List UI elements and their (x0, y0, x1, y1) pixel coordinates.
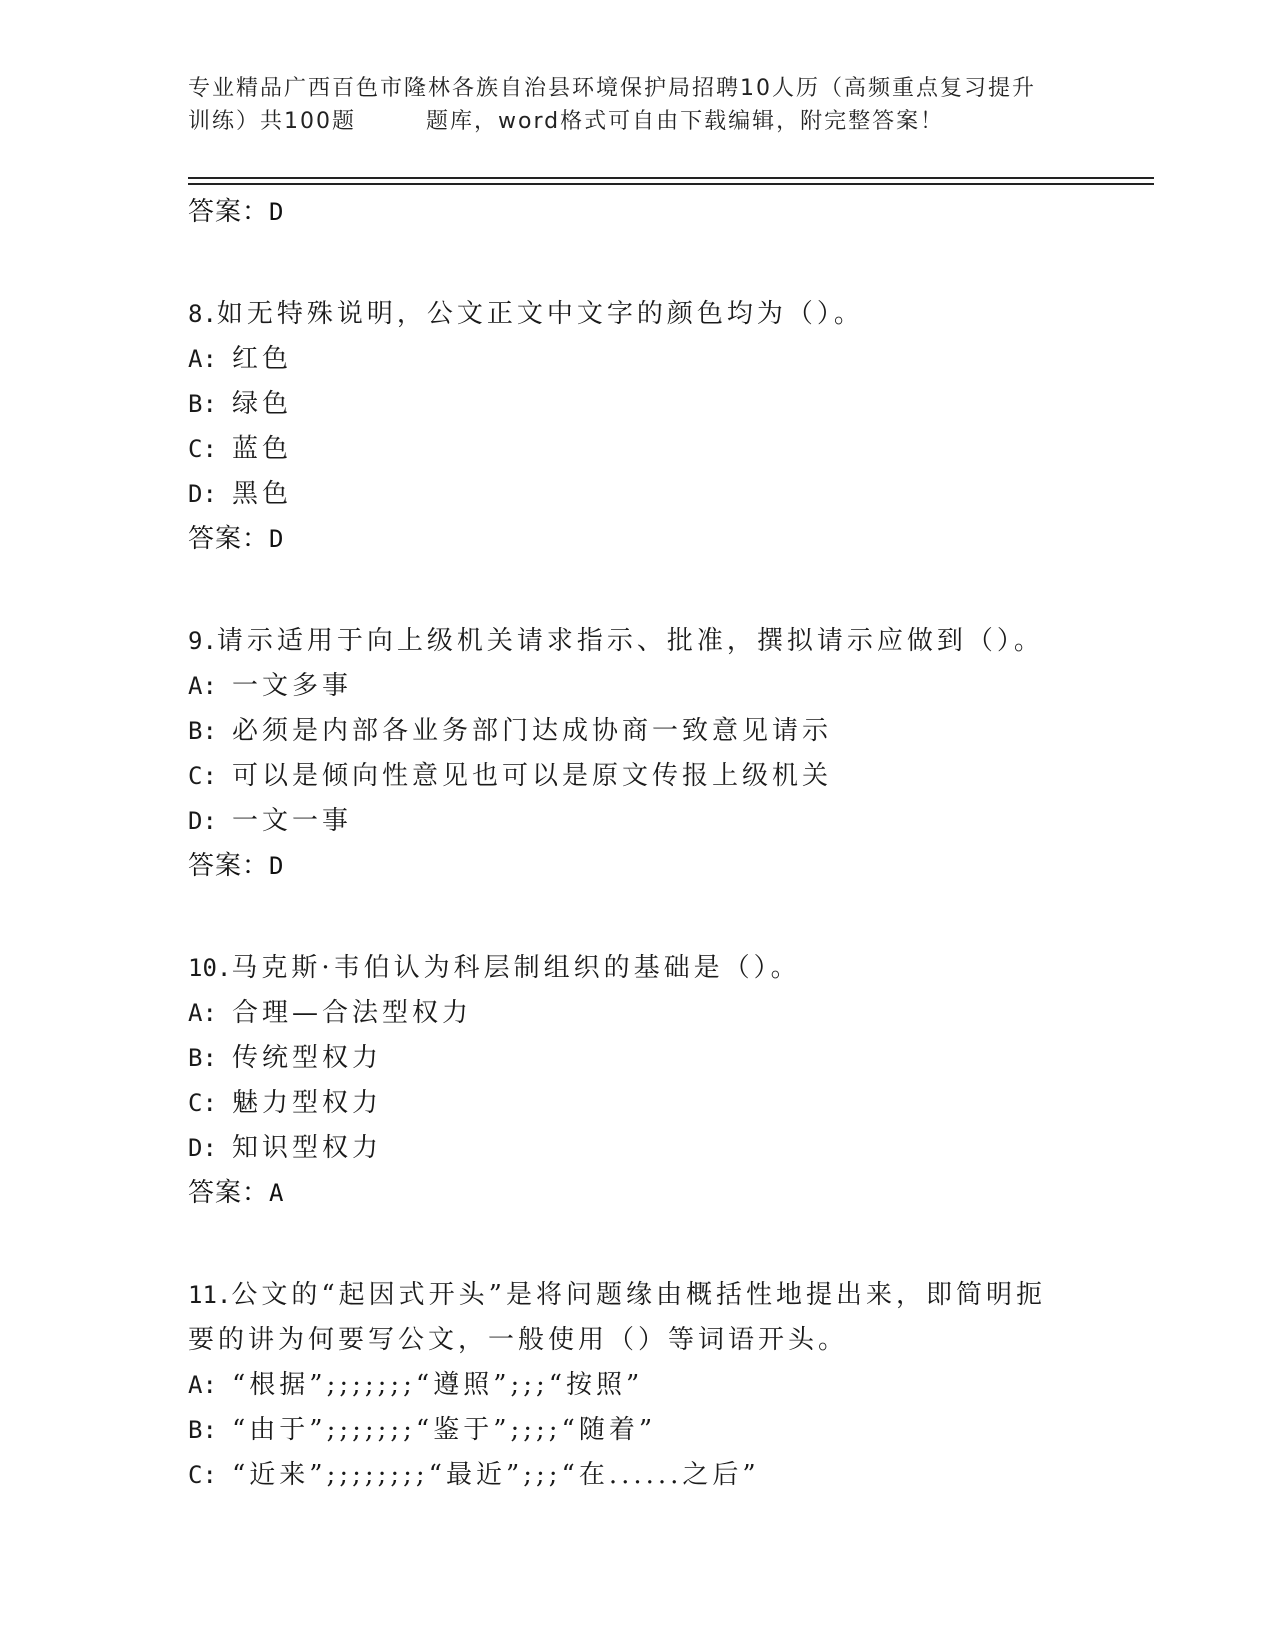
option-text: 黑色 (232, 479, 293, 509)
option-letter: D: (188, 480, 217, 508)
option-text: “近来”;;;;;;;;“最近”;;;“在......之后” (232, 1460, 760, 1490)
option-text: 一文多事 (232, 671, 353, 701)
answer-value: D (269, 525, 285, 553)
option-text: 一文一事 (232, 806, 353, 836)
header-title-line-2-left: 训练）共100题 (188, 109, 356, 134)
option-letter: B: (188, 1044, 217, 1072)
option-item (188, 472, 1128, 517)
option-text: 传统型权力 (232, 1043, 383, 1073)
header-rule-bottom (188, 183, 1154, 185)
question-number: 8. (188, 300, 217, 328)
option-letter: C: (188, 435, 217, 463)
option-item (188, 1126, 1128, 1171)
question-stem (188, 619, 1128, 664)
option-text: 红色 (232, 344, 293, 374)
answer-value: A (269, 1179, 285, 1207)
answer-label: 答案： (188, 851, 270, 881)
option-letter: A: (188, 999, 217, 1027)
answer-line (188, 190, 1128, 234)
question-number: 9. (188, 627, 217, 655)
page-header (188, 72, 1088, 138)
option-item (188, 1363, 1128, 1408)
option-text: “根据”;;;;;;;“遵照”;;;“按照” (232, 1370, 644, 1400)
option-item (188, 664, 1128, 709)
option-item (188, 1081, 1128, 1126)
document-body (188, 190, 1128, 1498)
option-item (188, 1036, 1128, 1081)
answer-label: 答案： (188, 1178, 270, 1208)
option-letter: B: (188, 1416, 217, 1444)
option-item (188, 709, 1128, 754)
question-block (188, 619, 1128, 888)
question-stem (188, 946, 1128, 991)
answer-line (188, 1171, 1128, 1215)
header-title-line-2-right: 题库，word格式可自由下载编辑，附完整答案！ (426, 109, 945, 134)
option-letter: B: (188, 717, 217, 745)
option-item (188, 1453, 1128, 1498)
option-letter: A: (188, 1371, 217, 1399)
option-letter: A: (188, 672, 217, 700)
option-text: 必须是内部各业务部门达成协商一致意见请示 (232, 716, 833, 746)
question-text: 公文的“起因式开头”是将问题缘由概括性地提出来，即简明扼要的讲为何要写公文，一般使用（）等词语开头。 (188, 1280, 1046, 1355)
question-text: 如无特殊说明，公文正文中文字的颜色均为（）。 (216, 299, 864, 329)
answer-value: D (269, 198, 285, 226)
option-text: 知识型权力 (232, 1133, 383, 1163)
question-block (188, 292, 1128, 561)
option-item (188, 991, 1128, 1036)
question-text: 马克斯·韦伯认为科层制组织的基础是（）。 (231, 953, 801, 983)
option-letter: D: (188, 1134, 217, 1162)
question-text: 请示适用于向上级机关请求指示、批准，撰拟请示应做到（）。 (216, 626, 1044, 656)
option-item (188, 754, 1128, 799)
answer-line (188, 844, 1128, 888)
option-item (188, 1408, 1128, 1453)
option-text: 蓝色 (232, 434, 293, 464)
option-text: 魅力型权力 (232, 1088, 383, 1118)
question-stem (188, 292, 1128, 337)
option-text: “由于”;;;;;;;“鉴于”;;;;“随着” (232, 1415, 657, 1445)
question-number: 11. (188, 1281, 232, 1309)
option-text: 绿色 (232, 389, 293, 419)
answer-value: D (269, 852, 285, 880)
option-item (188, 799, 1128, 844)
option-letter: D: (188, 807, 217, 835)
header-rule-top (188, 177, 1154, 179)
option-letter: A: (188, 345, 217, 373)
option-text: 可以是倾向性意见也可以是原文传报上级机关 (232, 761, 833, 791)
option-item (188, 337, 1128, 382)
option-letter: C: (188, 1089, 217, 1117)
answer-label: 答案： (188, 524, 270, 554)
answer-line (188, 517, 1128, 561)
option-letter: B: (188, 390, 217, 418)
question-number: 10. (188, 954, 232, 982)
option-item (188, 427, 1128, 472)
header-title-line-2 (188, 105, 1088, 138)
option-item (188, 382, 1128, 427)
option-letter: C: (188, 762, 217, 790)
option-letter: C: (188, 1461, 217, 1489)
question-block (188, 946, 1128, 1215)
header-title-line-1: 专业精品广西百色市隆林各族自治县环境保护局招聘10人历（高频重点复习提升 (188, 76, 1036, 101)
option-text: 合理—合法型权力 (232, 998, 473, 1028)
answer-label: 答案： (188, 197, 270, 227)
question-stem (188, 1273, 1068, 1363)
question-block (188, 1273, 1128, 1498)
